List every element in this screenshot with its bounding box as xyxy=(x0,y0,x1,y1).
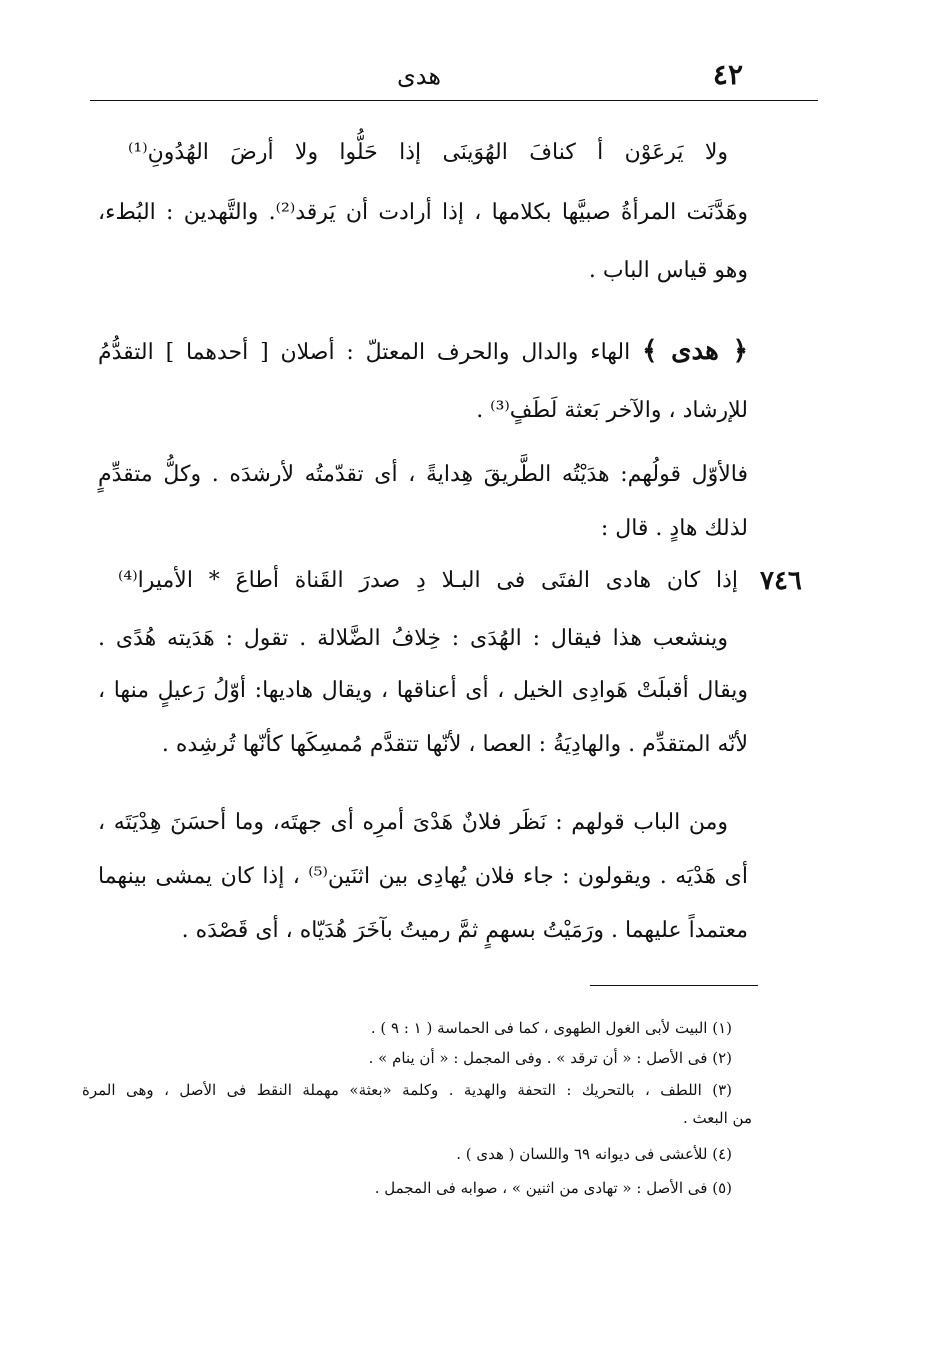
text-line: لذلك هادٍ . قال : xyxy=(600,516,748,541)
text-line: وينشعب هذا فيقال : الهُدَى : خِلافُ الضَّلالة . تقول : هَدَيته هُدًى . xyxy=(98,626,728,651)
footnote: (٥) فى الأصل : « تهادى من اثنين » ، صوابه فى المجمل . xyxy=(374,1179,732,1197)
text-line: لأنّه المتقدِّم . والهادِيَةُ : العصا ، لأنّها تتقدَّم مُمسِكَها كأنّها تُرشِده . xyxy=(161,732,748,757)
entry-line xyxy=(98,336,748,368)
text-line: وهو قياس الباب . xyxy=(588,258,748,283)
text-line: ويقال أقبلَتْ هَوادِى الخيل ، أى أعناقها ، ويقال هاديها: أوّلُ رَعيلٍ منها ، xyxy=(98,678,748,703)
text-line: للإرشاد ، والآخر بَعثة لَطَفٍ⁽³⁾ . xyxy=(476,398,748,423)
text-line: ومن الباب قولهم : نَظَر فلانٌ هَدْىَ أمرِه أى جهتَه، وما أحسَنَ هِدْيَتَه ، xyxy=(98,810,728,835)
footnote-rule xyxy=(590,985,758,986)
footnote: (٤) للأعشى فى ديوانه ٦٩ واللسان ( هدى ) . xyxy=(456,1145,732,1163)
footnote: (٢) فى الأصل : « أن ترقد » . وفى المجمل : « أن ينام » . xyxy=(368,1049,732,1067)
text-line: فالأوّل قولُهم: هدَيْتُه الطَّريقَ هِدايةً ، أى تقدّمتُه لأرشدَه . وكلُّ متقدِّمٍ xyxy=(98,462,748,487)
footnote: (٣) اللطف ، بالتحريك : التحفة والهدية . وكلمة «بعثة» مهملة النقط فى الأصل ، وهى المرة xyxy=(82,1081,732,1099)
running-head: هدى xyxy=(396,62,442,90)
verse-line: ولا يَرعَوْن أ كنافَ الهُوَينَى إذا حَلُّوا ولا أرضَ الهُدُونِ⁽¹⁾ xyxy=(128,140,728,165)
footnote-continuation: من البعث . xyxy=(683,1109,752,1127)
header-rule xyxy=(90,100,818,101)
text-line: معتمداً عليهما . ورَمَيْتُ بسهمٍ ثمَّ رميتُ بآخَرَ هُدَيّاه ، أى قَصْدَه . xyxy=(181,918,748,943)
verse-line: إذا كان هادى الفتَى فى البـلا دِ صدرَ القَناة أطاعَ * الأميرا⁽⁴⁾ xyxy=(118,568,738,593)
footnote: (١) البيت لأبى الغول الطهوى ، كما فى الحماسة ( ١ : ٩ ) . xyxy=(370,1019,732,1037)
entry-definition: الهاء والدال والحرف المعتلّ : أصلان [ أحدهما ] التقدُّمُ xyxy=(98,340,631,365)
page-number: ٤٢ xyxy=(712,58,743,91)
entry-headword: ﴿ هدى ﴾ xyxy=(642,336,749,366)
text-line: أى هَدْيَه . ويقولون : جاء فلان يُهادِى بين اثنَين⁽⁵⁾ ، إذا كان يمشى بينهما xyxy=(98,864,749,889)
verse-number: ٧٤٦ xyxy=(760,566,802,596)
text-line: وهَدَّنَت المرأةُ صبيَّها بكلامها ، إذا أرادت أن يَرقد⁽²⁾. والتَّهدين : البُطء، xyxy=(98,200,748,225)
